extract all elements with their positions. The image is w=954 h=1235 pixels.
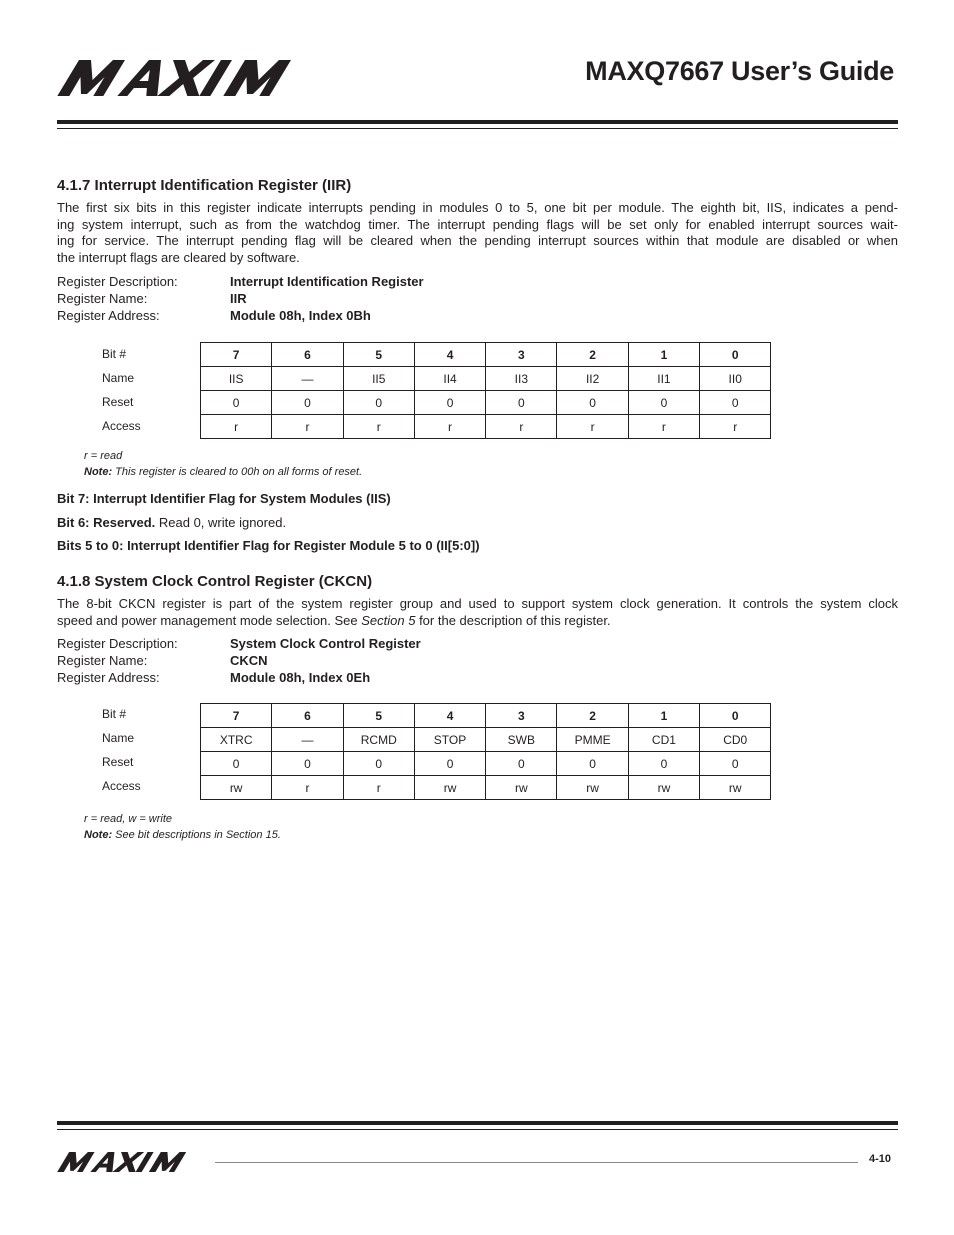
name-cell: SWB bbox=[486, 728, 557, 752]
maxim-logo bbox=[57, 60, 325, 96]
bit-cell: 2 bbox=[557, 704, 628, 728]
name-cell: CD1 bbox=[628, 728, 699, 752]
name-cell: RCMD bbox=[343, 728, 414, 752]
register-name-label: Register Name: bbox=[57, 653, 148, 668]
register-table-iir bbox=[200, 342, 771, 439]
bit-description-heading: Bit 6: Reserved. bbox=[57, 515, 156, 530]
bit-cell: 1 bbox=[628, 704, 699, 728]
register-info-iir bbox=[57, 273, 424, 324]
name-cell: II4 bbox=[414, 367, 485, 391]
access-cell: rw bbox=[201, 776, 272, 800]
row-label-reset: Reset bbox=[102, 755, 134, 769]
section-paragraph-iir bbox=[57, 200, 898, 266]
paragraph-line: ing system interrupt, such as from the watchdog timer. The interrupt pending flags will be set only for enabled interrupt sources wait- bbox=[57, 216, 898, 232]
register-address-value: Module 08h, Index 0Bh bbox=[230, 308, 371, 323]
name-cell: IIS bbox=[201, 367, 272, 391]
bit-description-6 bbox=[57, 515, 286, 530]
table-row-names bbox=[201, 367, 771, 391]
note-text: See bit descriptions in Section 15. bbox=[112, 828, 281, 841]
row-label-access: Access bbox=[102, 419, 141, 433]
footer-rule-thin bbox=[57, 1129, 898, 1130]
name-cell: STOP bbox=[414, 728, 485, 752]
reset-cell: 0 bbox=[700, 391, 771, 415]
header-rule-thick bbox=[57, 120, 898, 124]
legend-text: r = read bbox=[84, 450, 123, 462]
bit-cell: 7 bbox=[201, 343, 272, 367]
register-info-ckcn bbox=[57, 635, 421, 686]
reset-cell: 0 bbox=[343, 391, 414, 415]
bit-cell: 7 bbox=[201, 704, 272, 728]
name-cell: — bbox=[272, 728, 343, 752]
bit-cell: 4 bbox=[414, 704, 485, 728]
register-table-ckcn bbox=[200, 703, 771, 800]
access-cell: r bbox=[343, 415, 414, 439]
reset-cell: 0 bbox=[414, 391, 485, 415]
access-cell: rw bbox=[628, 776, 699, 800]
reset-cell: 0 bbox=[700, 752, 771, 776]
register-row-labels-iir bbox=[102, 342, 141, 438]
name-cell: II3 bbox=[486, 367, 557, 391]
register-name-value: CKCN bbox=[230, 653, 268, 668]
bit-cell: 0 bbox=[700, 704, 771, 728]
footer-divider bbox=[215, 1162, 858, 1163]
paragraph-line: ing for service. The interrupt pending flag will be cleared when the pending interrupt sources within that module are disabled or when bbox=[57, 233, 898, 248]
reset-cell: 0 bbox=[557, 752, 628, 776]
legend-text: r = read, w = write bbox=[84, 813, 173, 825]
access-cell: rw bbox=[557, 776, 628, 800]
section-paragraph-ckcn bbox=[57, 596, 898, 629]
bit-cell: 5 bbox=[343, 704, 414, 728]
access-legend-iir bbox=[84, 449, 362, 480]
register-row-labels-ckcn bbox=[102, 702, 141, 798]
access-cell: r bbox=[201, 415, 272, 439]
access-cell: rw bbox=[414, 776, 485, 800]
reset-cell: 0 bbox=[201, 391, 272, 415]
reset-cell: 0 bbox=[343, 752, 414, 776]
row-label-name: Name bbox=[102, 731, 135, 745]
name-cell: CD0 bbox=[700, 728, 771, 752]
note-label: Note: bbox=[84, 828, 113, 841]
paragraph-line: the interrupt flags are cleared by software. bbox=[57, 249, 300, 265]
register-address-label: Register Address: bbox=[57, 670, 160, 685]
name-cell: II5 bbox=[343, 367, 414, 391]
bit-description-heading: Bit 7: Interrupt Identifier Flag for System Modules (IIS) bbox=[57, 491, 391, 506]
bit-cell: 2 bbox=[557, 343, 628, 367]
access-cell: r bbox=[272, 415, 343, 439]
access-cell: r bbox=[414, 415, 485, 439]
note-line bbox=[84, 828, 281, 844]
access-cell: r bbox=[343, 776, 414, 800]
section-reference: Section 5 bbox=[361, 612, 416, 628]
table-row-reset bbox=[201, 752, 771, 776]
row-label-reset: Reset bbox=[102, 395, 134, 409]
register-description-value: Interrupt Identification Register bbox=[230, 274, 424, 289]
name-cell: PMME bbox=[557, 728, 628, 752]
bit-cell: 4 bbox=[414, 343, 485, 367]
register-description-label: Register Description: bbox=[57, 636, 178, 651]
register-description-value: System Clock Control Register bbox=[230, 636, 421, 651]
access-cell: r bbox=[557, 415, 628, 439]
reset-cell: 0 bbox=[628, 752, 699, 776]
reset-cell: 0 bbox=[201, 752, 272, 776]
reset-cell: 0 bbox=[557, 391, 628, 415]
note-text: This register is cleared to 00h on all forms of reset. bbox=[112, 465, 363, 478]
footer-rule-thick bbox=[57, 1121, 898, 1125]
bit-cell: 1 bbox=[628, 343, 699, 367]
reset-cell: 0 bbox=[628, 391, 699, 415]
header-rule-thin bbox=[57, 128, 898, 129]
reset-cell: 0 bbox=[486, 752, 557, 776]
maxim-logo-footer bbox=[57, 1152, 205, 1172]
name-cell: II1 bbox=[628, 367, 699, 391]
bit-cell: 5 bbox=[343, 343, 414, 367]
section-title-ckcn: 4.1.8 System Clock Control Register (CKCN) bbox=[57, 573, 373, 590]
bit-cell: 6 bbox=[272, 704, 343, 728]
name-cell: — bbox=[272, 367, 343, 391]
bit-description-heading: Bits 5 to 0: Interrupt Identifier Flag for Register Module 5 to 0 (II[5:0]) bbox=[57, 538, 480, 553]
name-cell: II2 bbox=[557, 367, 628, 391]
bit-description-7 bbox=[57, 491, 391, 506]
section-title-iir: 4.1.7 Interrupt Identification Register (IIR) bbox=[57, 177, 352, 194]
row-label-access: Access bbox=[102, 779, 141, 793]
register-name-value: IIR bbox=[230, 291, 247, 306]
note-line bbox=[84, 465, 362, 481]
register-address-label: Register Address: bbox=[57, 308, 160, 323]
reset-cell: 0 bbox=[272, 391, 343, 415]
row-label-bit: Bit # bbox=[102, 707, 127, 721]
table-row-bits bbox=[201, 704, 771, 728]
row-label-name: Name bbox=[102, 371, 135, 385]
reset-cell: 0 bbox=[414, 752, 485, 776]
bit-cell: 0 bbox=[700, 343, 771, 367]
document-title: MAXQ7667 User’s Guide bbox=[585, 56, 894, 86]
register-description-label: Register Description: bbox=[57, 274, 178, 289]
paragraph-text: speed and power management mode selection. See bbox=[57, 612, 362, 628]
table-row-reset bbox=[201, 391, 771, 415]
bit-cell: 6 bbox=[272, 343, 343, 367]
reset-cell: 0 bbox=[272, 752, 343, 776]
note-label: Note: bbox=[84, 465, 113, 478]
access-legend-ckcn bbox=[84, 812, 281, 843]
row-label-bit: Bit # bbox=[102, 347, 127, 361]
page-number: 4-10 bbox=[869, 1153, 892, 1165]
bit-cell: 3 bbox=[486, 343, 557, 367]
paragraph-line: The 8-bit CKCN register is part of the system register group and used to support system clock generation. It controls the system clock bbox=[57, 596, 898, 611]
bit-description-5-0 bbox=[57, 538, 480, 553]
access-cell: rw bbox=[700, 776, 771, 800]
access-cell: r bbox=[700, 415, 771, 439]
paragraph-line: The first six bits in this register indicate interrupts pending in modules 0 to 5, one bit per module. The eighth bit, IIS, indicates a pend- bbox=[57, 200, 898, 215]
register-address-value: Module 08h, Index 0Eh bbox=[230, 670, 371, 685]
table-row-bits bbox=[201, 343, 771, 367]
register-name-label: Register Name: bbox=[57, 291, 148, 306]
reset-cell: 0 bbox=[486, 391, 557, 415]
name-cell: XTRC bbox=[201, 728, 272, 752]
table-row-access bbox=[201, 776, 771, 800]
paragraph-line bbox=[57, 613, 898, 630]
table-row-access bbox=[201, 415, 771, 439]
access-cell: r bbox=[272, 776, 343, 800]
bit-cell: 3 bbox=[486, 704, 557, 728]
access-cell: rw bbox=[486, 776, 557, 800]
table-row-names bbox=[201, 728, 771, 752]
name-cell: II0 bbox=[700, 367, 771, 391]
bit-description-text: Read 0, write ignored. bbox=[155, 515, 287, 530]
access-cell: r bbox=[628, 415, 699, 439]
paragraph-text: for the description of this register. bbox=[415, 612, 611, 628]
access-cell: r bbox=[486, 415, 557, 439]
